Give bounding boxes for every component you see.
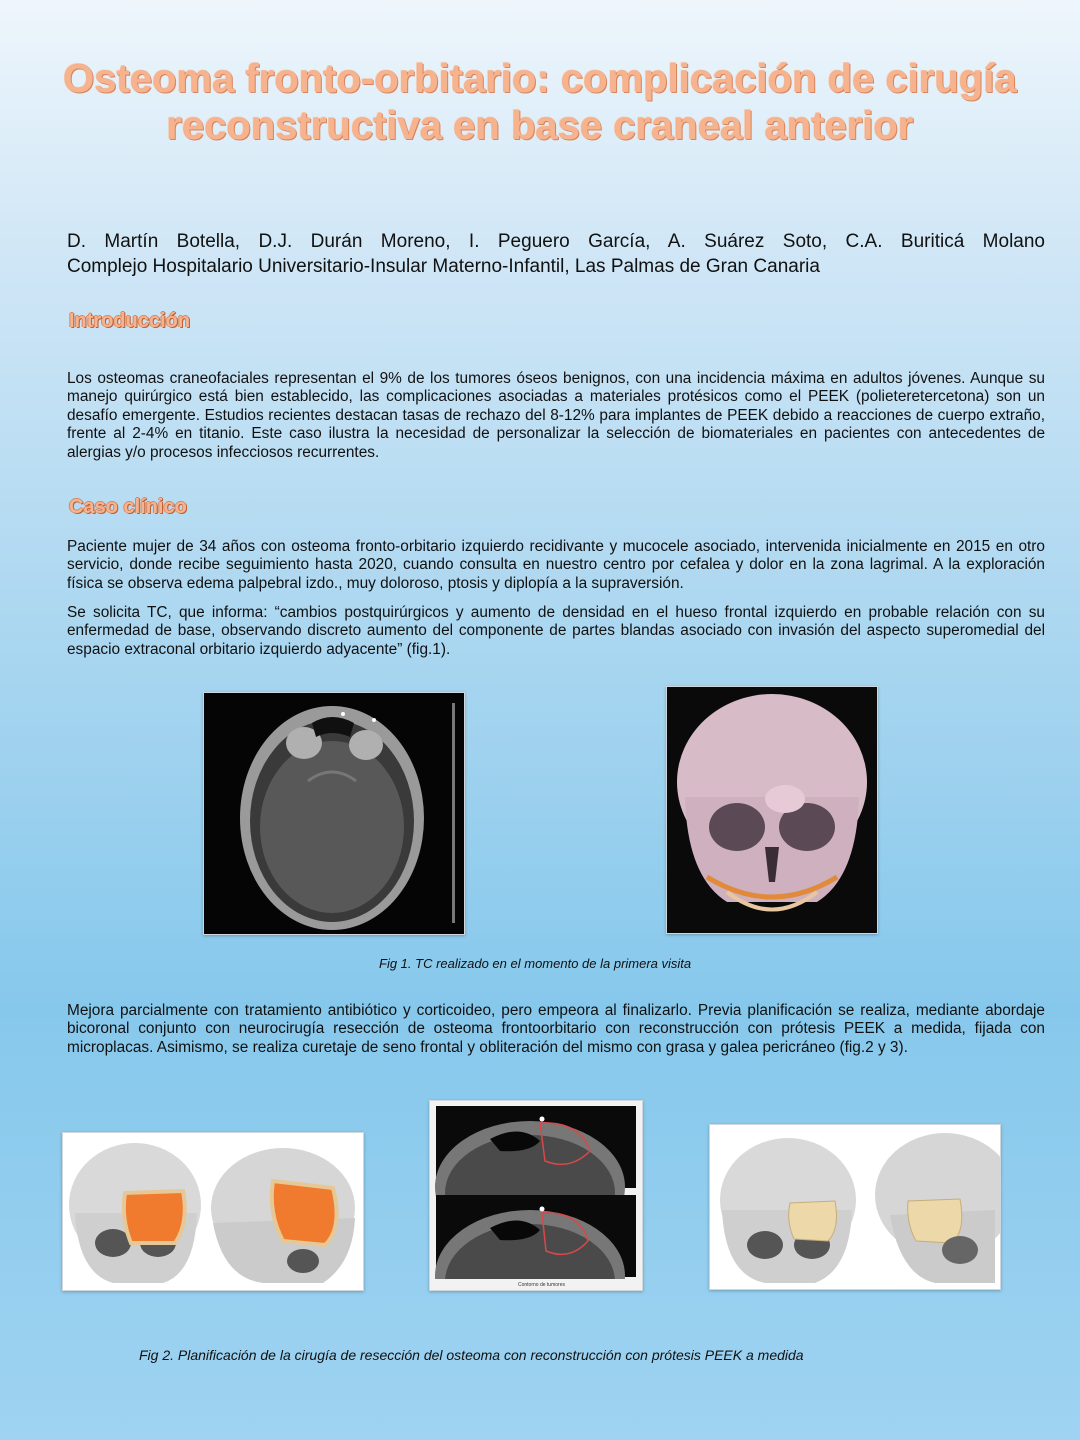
case-heading: Caso clínico <box>69 496 187 518</box>
case-text-3: Mejora parcialmente con tratamiento antibiótico y corticoideo, pero empeora al finalizarlo. Previa planificación se realiza, mediante abordaje bicoronal conjunto con neurocirugía resección de osteoma frontoorbitario con reconstrucción con prótesis PEEK a medida, fijada con microplacas. Asimismo, se realiza curetaje de seno frontal y obliteración del mismo con grasa y galea pericráneo (fig.2 y 3). <box>67 1002 1045 1056</box>
fig1-caption: Fig 1. TC realizado en el momento de la primera visita <box>379 956 692 971</box>
fig2-ct-contour-image <box>429 1100 643 1291</box>
case-text-2: Se solicita TC, que informa: “cambios postquirúrgicos y aumento de densidad en el hueso frontal izquierdo en probable relación con su enfermedad de base, observando discreto aumento del componente de partes blandas asociado con invasión del aspecto superomedial del espacio extraconal orbitario izquierdo adyacente” (fig.1). <box>67 604 1045 658</box>
fig1-axial-ct-image <box>203 692 465 935</box>
ct-slice-label: Contorno de tumores <box>518 1282 565 1288</box>
fig3-peek-implant-image <box>709 1124 1001 1290</box>
fig2-caption: Fig 2. Planificación de la cirugía de resección del osteoma con reconstrucción con prótesis PEEK a medida <box>139 1347 804 1363</box>
fig1-3d-skull-image <box>666 686 878 934</box>
case-text-1: Paciente mujer de 34 años con osteoma fronto-orbitario izquierdo recidivante y mucocele asociado, intervenida inicialmente en 2015 en otro servicio, donde recibe seguimiento hasta 2020, cuando consulta en nuestro centro por cefalea y dolor en la zona lagrimal. A la exploración física se observa edema palpebral izdo., muy doloroso, ptosis y diplopía a la supraversión. <box>67 538 1045 592</box>
affiliation: Complejo Hospitalario Universitario-Insular Materno-Infantil, Las Palmas de Gran Canaria <box>67 256 820 277</box>
poster-title: Osteoma fronto-orbitario: complicación de cirugía reconstructiva en base craneal anterior <box>63 57 1017 148</box>
authors: D. Martín Botella, D.J. Durán Moreno, I. Peguero García, A. Suárez Soto, C.A. Buriticá Molano <box>67 231 1045 252</box>
intro-text: Los osteomas craneofaciales representan el 9% de los tumores óseos benignos, con una incidencia máxima en adultos jóvenes. Aunque su manejo quirúrgico está bien establecido, las complicaciones asociadas a materiales protésicos como el PEEK (polieteretercetona) son un desafío emergente. Estudios recientes destacan tasas de rechazo del 8-12% para implantes de PEEK debido a reacciones de cuerpo extraño, frente al 2-4% en titanio. Este caso ilustra la necesidad de personalizar la selección de biomateriales en pacientes con antecedentes de alergias y/o procesos infecciosos recurrentes. <box>67 370 1045 461</box>
fig2-peek-planning-image <box>62 1132 364 1291</box>
intro-heading: Introducción <box>69 310 191 332</box>
